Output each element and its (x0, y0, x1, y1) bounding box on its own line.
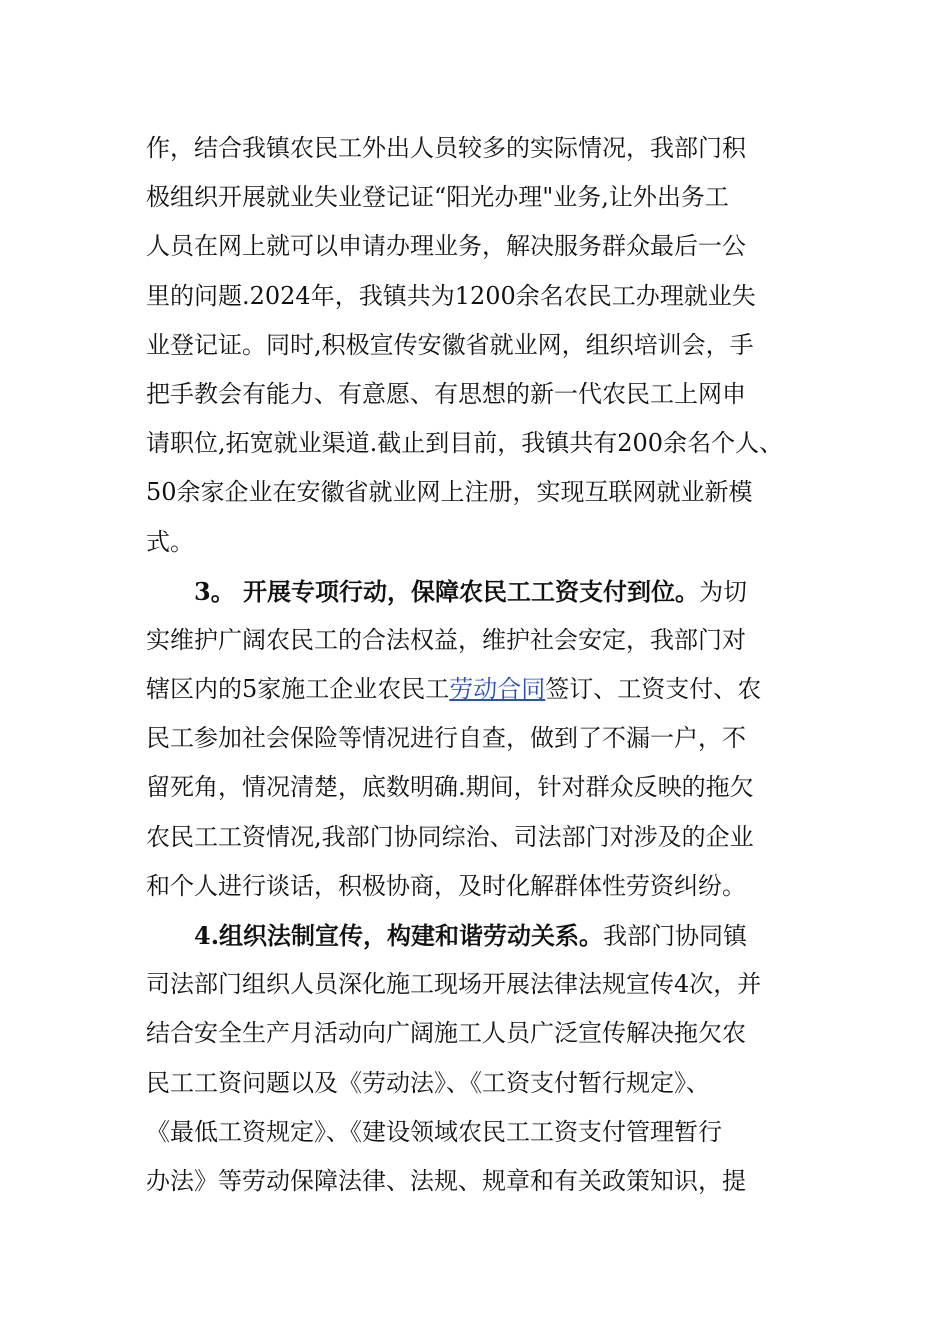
text-line: 实维护广阔农民工的合法权益，维护社会安定，我部门对 (146, 625, 746, 654)
text-line: 结合安全生产月活动向广阔施工人员广泛宣传解决拖欠农 (146, 1019, 746, 1048)
paragraph-wage-payment (146, 567, 826, 911)
text-line: 人员在网上就可以申请办理业务，解决服务群众最后一公 (146, 232, 746, 261)
paragraph-employment-registration (146, 124, 826, 567)
text-line: 业登记证。同时,积极宣传安徽省就业网，组织培训会，手 (146, 330, 754, 359)
text-line: 里的问题.2024年，我镇共为1200余名农民工办理就业失 (146, 281, 756, 310)
text-line: 留死角，情况清楚，底数明确.期间，针对群众反映的拖欠 (146, 773, 754, 802)
text-line: 民工工资问题以及《劳动法》、《工资支付暂行规定》、 (146, 1068, 710, 1097)
section-heading-4: 4.组织法制宣传，构建和谐劳动关系。 (194, 921, 604, 950)
text-line: 办法》等劳动保障法律、法规、规章和有关政策知识，提 (146, 1166, 746, 1195)
text-line: 农民工工资情况,我部门协同综治、司法部门对涉及的企业 (146, 822, 754, 851)
text-run: 我部门协同镇 (603, 922, 748, 950)
text-line (146, 665, 826, 714)
section-heading-3: 3。 开展专项行动，保障农民工工资支付到位。 (194, 576, 700, 606)
text-line (146, 567, 826, 616)
text-line (146, 911, 826, 960)
text-line: 和个人进行谈话，积极协商，及时化解群体性劳资纠纷。 (146, 871, 746, 900)
text-line: 极组织开展就业失业登记证“阳光办理"业务,让外出务工 (146, 183, 729, 212)
text-line: 50余家企业在安徽省就业网上注册，实现互联网就业新模 (146, 478, 753, 507)
text-line: 把手教会有能力、有意愿、有思想的新一代农民工上网申 (146, 379, 746, 408)
text-line: 式。 (146, 527, 194, 556)
text-run: 为切 (699, 577, 748, 606)
text-line: 作，结合我镇农民工外出人员较多的实际情况，我部门积 (146, 134, 746, 162)
text-line: 《最低工资规定》、《建设领域农民工工资支付管理暂行 (146, 1117, 722, 1146)
text-line: 请职位,拓宽就业渠道.截止到目前，我镇共有200余名个人、 (146, 429, 784, 458)
paragraph-legal-publicity (146, 911, 826, 1206)
text-line: 民工参加社会保险等情况进行自查，做到了不漏一户，不 (146, 724, 746, 753)
text-line: 司法部门组织人员深化施工现场开展法律法规宣传4次，并 (146, 970, 762, 999)
document-body (146, 124, 826, 1206)
text-run: 签订、工资支付、农 (545, 675, 762, 704)
labor-contract-link[interactable]: 劳动合同 (449, 675, 546, 704)
text-run: 辖区内的5家施工企业农民工 (146, 675, 450, 704)
